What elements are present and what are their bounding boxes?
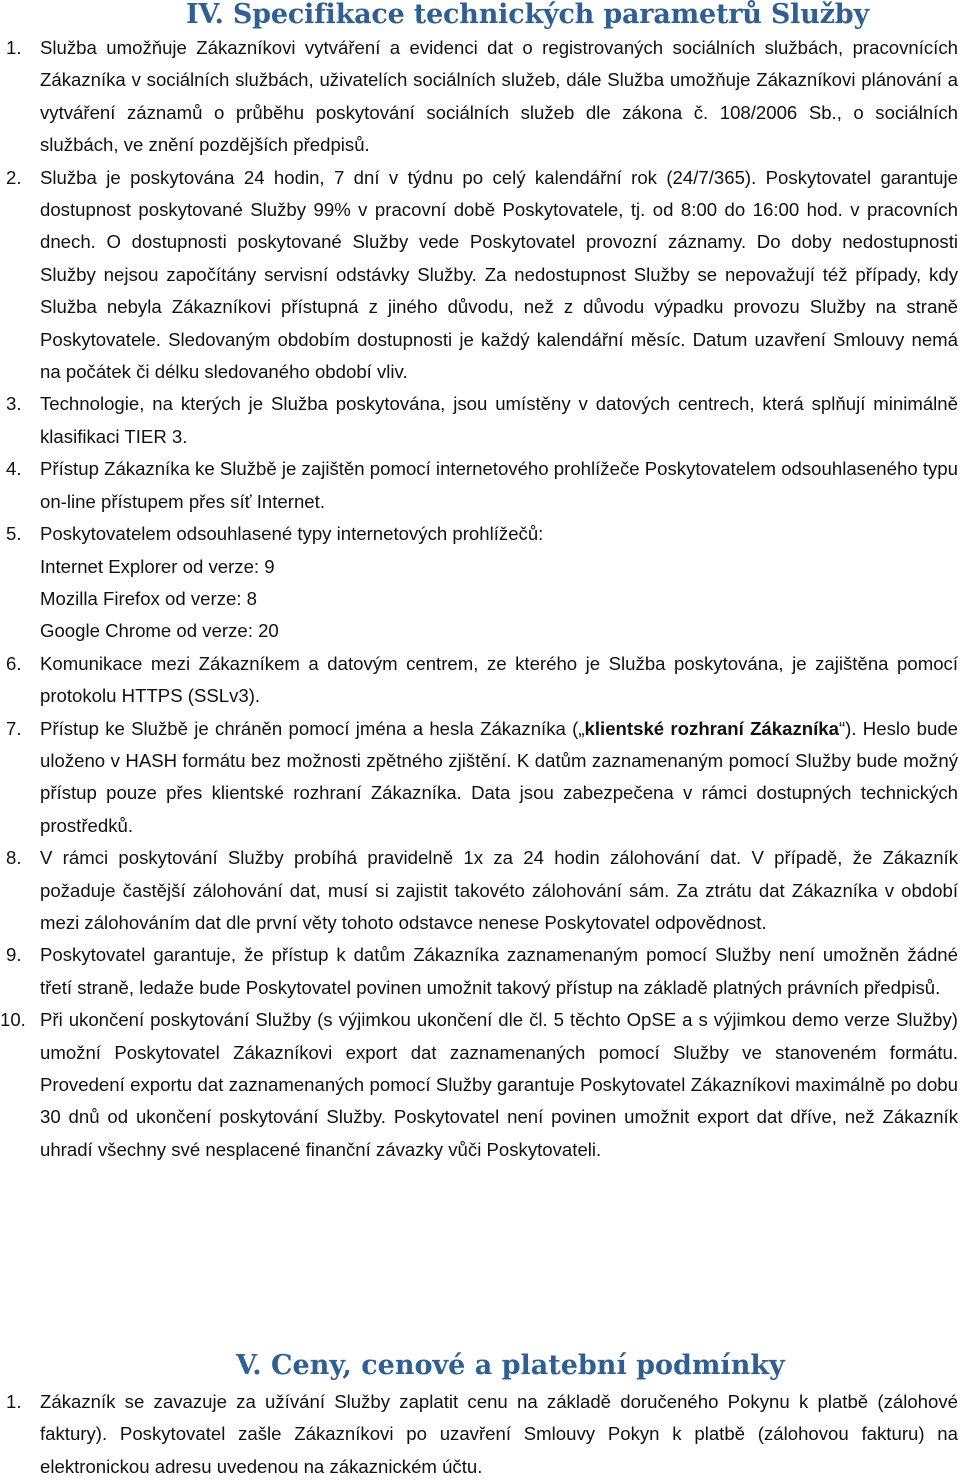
item-text: Zákazník se zavazuje za užívání Služby zaplatit cenu na základě doručeného Pokynu k platbě (zálohové faktury). Poskytovatel zašle Zákazníkovi po uzavření Smlouvy Pokyn k platbě (zálohovou fakturu) na elektronickou adresu uvedenou na zákaznickém účtu. <box>40 1391 958 1477</box>
item-number: 5. <box>6 523 22 545</box>
item-number: 10. <box>0 1009 26 1031</box>
item-number: 4. <box>6 458 22 480</box>
item-text-after: “). Heslo bude uloženo v HASH formátu bez možnosti zpětného zjištění. K datům zaznamenaným pomocí Služby bude možný přístup pouze přes klientské rozhraní Zákazníka. Data jsou zabezpečena v rámci dostupných technických prostředků. <box>40 717 958 836</box>
item-text: Poskytovatel garantuje, že přístup k datům Zákazníka zaznamenaným pomocí Služby není umožněn žádné třetí straně, ledaže bude Poskytovatel povinen umožnit takový přístup na základě platných právních předpisů. <box>40 944 958 998</box>
list-item <box>0 1004 958 1166</box>
technical-specs-list <box>0 32 958 1166</box>
item-text-bold: klientské rozhraní Zákazníka <box>584 717 839 739</box>
prices-list <box>0 1386 958 1483</box>
item-number: 3. <box>6 393 22 415</box>
browser-firefox: Mozilla Firefox od verze: 8 <box>40 587 258 609</box>
item-number: 1. <box>6 37 22 58</box>
item-text: Přístup Zákazníka ke Službě je zajištěn pomocí internetového prohlížeče Poskytovatelem odsouhlaseného typu on-line přístupem přes síť Internet. <box>40 458 958 512</box>
item-text: Služba umožňuje Zákazníkovi vytváření a evidenci dat o registrovaných sociálních službách, pracovnících Zákazníka v sociálních službách, uživatelích sociálních služeb, dále Služba umožňuje Zákazníkovi plánování a vytváření záznamů o průběhu poskytování sociálních služeb dle zákona č. 108/2006 Sb., o sociálních službách, ve znění pozdějších předpisů. <box>40 37 958 156</box>
list-item <box>0 842 958 939</box>
list-item <box>0 648 958 713</box>
item-number: 7. <box>6 717 22 739</box>
item-number: 2. <box>6 166 22 188</box>
browser-ie: Internet Explorer od verze: 9 <box>40 555 275 577</box>
list-item <box>0 518 958 648</box>
item-text: Komunikace mezi Zákazníkem a datovým centrem, ze kterého je Služba poskytována, je zajištěna pomocí protokolu HTTPS (SSLv3). <box>40 652 958 707</box>
item-number: 6. <box>6 652 22 674</box>
section-title-technical-specs: IV. Specifikace technických parametrů Služby <box>186 0 869 30</box>
item-text: Služba je poskytována 24 hodin, 7 dní v týdnu po celý kalendářní rok (24/7/365). Poskytovatel garantuje dostupnost poskytované Služby 99% v pracovní době Poskytovatele, tj. od 8:00 do 16:00 hod. v pracovních dnech. O dostupnosti poskytované Služby vede Poskytovatel provozní záznamy. Do doby nedostupnosti Služby nejsou započítány servisní odstávky Služby. Za nedostupnost Služby se nepovažují též případy, kdy Služba nebyla Zákazníkovi přístupná z jiného důvodu, než z důvodu výpadku provozu Služby na straně Poskytovatele. Sledovaným obdobím dostupnosti je každý kalendářní měsíc. Datum uzavření Smlouvy nemá na počátek či délku sledovaného období vliv. <box>40 166 958 383</box>
list-item <box>0 32 958 162</box>
list-item <box>0 162 958 389</box>
browser-chrome: Google Chrome od verze: 20 <box>40 620 279 642</box>
item-number: 8. <box>6 847 22 869</box>
list-item <box>0 1386 958 1483</box>
item-text: Při ukončení poskytování Služby (s výjimkou ukončení dle čl. 5 těchto OpSE a s výjimkou demo verze Služby) umožní Poskytovatel Zákazníkovi export dat zaznamenaných pomocí Služby ve stanoveném formátu. Provedení exportu dat zaznamenaných pomocí Služby garantuje Poskytovatel Zákazníkovi maximálně po dobu 30 dnů od ukončení poskytování Služby. Poskytovatel není povinen umožnit export dat dříve, než Zákazník uhradí všechny své nesplacené finanční závazky vůči Poskytovateli. <box>40 1009 958 1160</box>
item-text: Poskytovatelem odsouhlasené typy internetových prohlížečů: <box>40 523 544 545</box>
item-number: 9. <box>6 944 22 966</box>
section-title-prices: V. Ceny, cenové a platební podmínky <box>236 1350 785 1381</box>
list-item <box>0 453 958 518</box>
list-item <box>0 939 958 1004</box>
list-item <box>0 713 958 843</box>
item-text: Technologie, na kterých je Služba poskytována, jsou umístěny v datových centrech, která splňují minimálně klasifikaci TIER 3. <box>40 393 958 447</box>
item-text: V rámci poskytování Služby probíhá pravidelně 1x za 24 hodin zálohování dat. V případě, že Zákazník požaduje častější zálohování dat, musí si zajistit takovéto zálohování sám. Za ztrátu dat Zákazníka v období mezi zálohováním dat dle první věty tohoto odstavce nenese Poskytovatel odpovědnost. <box>40 847 958 933</box>
item-text-before: Přístup ke Službě je chráněn pomocí jména a hesla Zákazníka („ <box>40 717 585 739</box>
list-item <box>0 388 958 453</box>
item-number: 1. <box>6 1391 22 1412</box>
